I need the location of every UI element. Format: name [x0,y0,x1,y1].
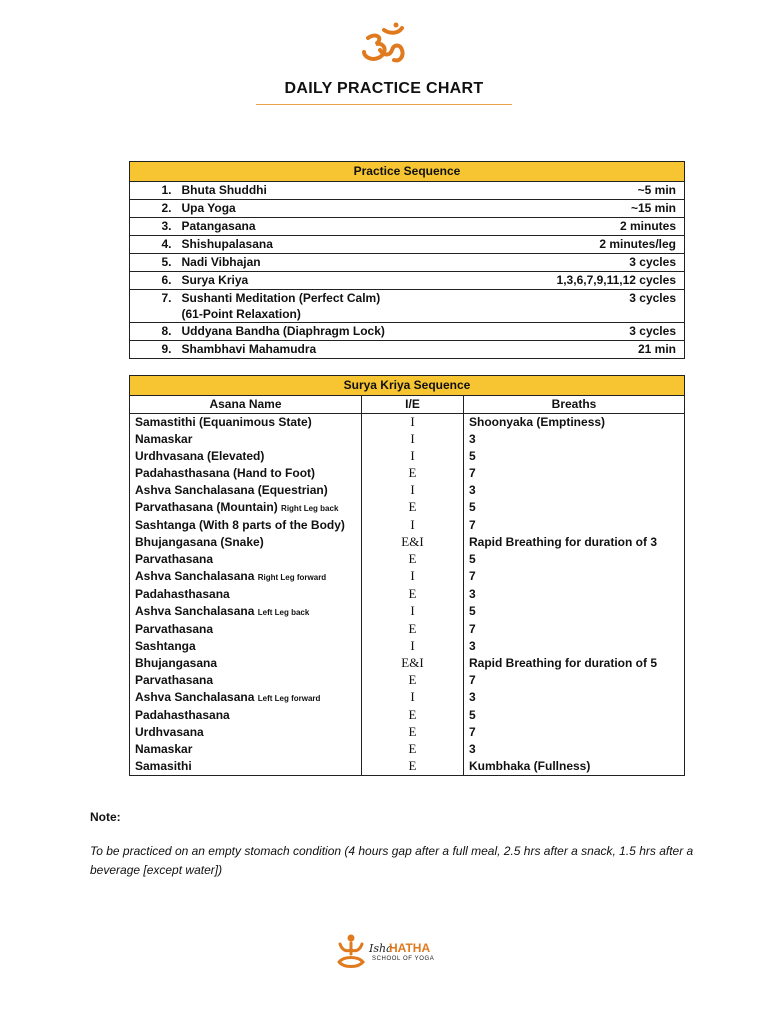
asana-cell [130,448,362,465]
practice-name-line: (61-Point Relaxation) [181,307,301,321]
surya-row [130,431,685,448]
ie-cell: I [362,431,464,448]
asana-cell [130,534,362,551]
surya-row [130,724,685,741]
asana-name: Samasithi [135,759,192,773]
asana-name: Bhujangasana [135,656,218,670]
ie-cell: E&I [362,534,464,551]
asana-name: Ashva Sanchalasana (Equestrian) [135,483,328,497]
ie-cell: E [362,724,464,741]
ie-cell: I [362,414,464,432]
practice-number: 5. [130,254,176,272]
practice-name-line: Nadi Vibhajan [181,255,261,269]
practice-duration: ~5 min [456,182,685,200]
asana-name: Parvathasana [135,673,214,687]
asana-name: Parvathasana [135,552,214,566]
ie-cell: E&I [362,655,464,672]
breaths-cell: 5 [464,551,685,568]
breaths-cell: Shoonyaka (Emptiness) [464,414,685,432]
leg-note: Right Leg forward [257,573,327,582]
practice-duration: 1,3,6,7,9,11,12 cycles [456,272,685,290]
practice-name-line: Patangasana [181,219,256,233]
note-text: To be practiced on an empty stomach condition (4 hours gap after a full meal, 2.5 hrs after a snack, 1.5 hrs after a beverage [except water]) [90,844,694,877]
practice-duration: 3 cycles [456,254,685,272]
breaths-cell: 5 [464,603,685,621]
practice-number: 6. [130,272,176,290]
breaths-cell: 7 [464,568,685,586]
practice-name [176,200,456,218]
ie-cell: E [362,551,464,568]
practice-sequence-heading: Practice Sequence [130,162,685,182]
asana-cell [130,517,362,534]
breaths-cell: 3 [464,689,685,707]
asana-cell [130,568,362,586]
asana-name: Sashtanga [135,639,196,653]
practice-number: 7. [130,290,176,323]
asana-cell [130,672,362,689]
surya-kriya-table [129,375,685,776]
practice-row [130,218,685,236]
asana-cell [130,465,362,482]
practice-name-line: Shambhavi Mahamudra [181,342,317,356]
practice-name [176,341,456,359]
ie-cell: E [362,586,464,603]
practice-number: 1. [130,182,176,200]
practice-name [176,254,456,272]
asana-cell [130,431,362,448]
surya-row [130,568,685,586]
leg-note: Left Leg back [257,608,310,617]
asana-name: Padahasthasana [135,708,230,722]
practice-row [130,200,685,218]
breaths-cell: 3 [464,586,685,603]
asana-name: Urdhvasana (Elevated) [135,449,265,463]
ie-cell: I [362,482,464,499]
practice-number: 2. [130,200,176,218]
asana-name: Namaskar [135,742,193,756]
practice-name [176,272,456,290]
practice-name-line: Sushanti Meditation (Perfect Calm) [181,291,381,305]
asana-cell [130,482,362,499]
surya-row [130,689,685,707]
title-underline [256,104,512,105]
logo-school-text: SCHOOL OF YOGA [372,956,435,962]
asana-cell [130,741,362,758]
practice-name [176,323,456,341]
practice-duration: 2 minutes/leg [456,236,685,254]
breaths-cell: Rapid Breathing for duration of 3 [464,534,685,551]
practice-duration: 3 cycles [456,290,685,323]
surya-row [130,638,685,655]
ie-cell: I [362,638,464,655]
breaths-cell: Kumbhaka (Fullness) [464,758,685,776]
asana-cell [130,689,362,707]
surya-row [130,414,685,432]
ie-cell: E [362,758,464,776]
practice-row [130,272,685,290]
surya-row [130,603,685,621]
asana-cell [130,621,362,638]
ie-cell: E [362,672,464,689]
ie-cell: I [362,689,464,707]
practice-duration: 3 cycles [456,323,685,341]
asana-name: Ashva Sanchalasana [135,569,255,583]
practice-row [130,323,685,341]
column-header-asana: Asana Name [130,396,362,414]
practice-sequence-table [129,161,685,359]
ie-cell: I [362,448,464,465]
asana-cell [130,551,362,568]
surya-row [130,672,685,689]
practice-duration: 2 minutes [456,218,685,236]
logo-hatha-text: HATHA [389,941,431,955]
practice-name-line: Surya Kriya [181,273,249,287]
surya-row [130,482,685,499]
asana-cell [130,586,362,603]
practice-duration: ~15 min [456,200,685,218]
breaths-cell: 7 [464,517,685,534]
ie-cell: E [362,499,464,517]
asana-cell [130,499,362,517]
asana-name: Namaskar [135,432,193,446]
practice-name [176,182,456,200]
breaths-cell: 3 [464,431,685,448]
asana-cell [130,655,362,672]
practice-name-line: Upa Yoga [181,201,236,215]
practice-row [130,254,685,272]
asana-cell [130,638,362,655]
surya-row [130,621,685,638]
breaths-cell: Rapid Breathing for duration of 5 [464,655,685,672]
breaths-cell: 5 [464,499,685,517]
asana-name: Parvathasana (Mountain) [135,500,278,514]
practice-name [176,218,456,236]
breaths-cell: 3 [464,741,685,758]
practice-number: 8. [130,323,176,341]
surya-row [130,586,685,603]
om-symbol-icon [354,22,414,66]
column-header-ie: I/E [362,396,464,414]
asana-name: Padahasthasana [135,587,230,601]
asana-name: Urdhvasana [135,725,204,739]
practice-name-line: Uddyana Bandha (Diaphragm Lock) [181,324,385,338]
logo-isha-text: Isha [369,942,393,955]
ie-cell: E [362,707,464,724]
surya-row [130,499,685,517]
asana-name: Samastithi (Equanimous State) [135,415,312,429]
asana-name: Ashva Sanchalasana [135,690,255,704]
ie-cell: E [362,741,464,758]
surya-row [130,465,685,482]
ie-cell: I [362,517,464,534]
asana-name: Bhujangasana (Snake) [135,535,264,549]
surya-row [130,551,685,568]
breaths-cell: 5 [464,707,685,724]
asana-cell [130,603,362,621]
surya-row [130,741,685,758]
practice-name [176,236,456,254]
ie-cell: I [362,568,464,586]
breaths-cell: 3 [464,638,685,655]
page-title: DAILY PRACTICE CHART [284,80,484,97]
breaths-cell: 7 [464,465,685,482]
breaths-cell: 7 [464,621,685,638]
asana-cell [130,758,362,776]
practice-number: 4. [130,236,176,254]
asana-cell [130,724,362,741]
practice-row [130,236,685,254]
isha-hatha-logo [334,932,444,972]
surya-row [130,448,685,465]
breaths-cell: 3 [464,482,685,499]
breaths-cell: 5 [464,448,685,465]
asana-name: Parvathasana [135,622,214,636]
asana-cell [130,414,362,432]
leg-note: Right Leg back [281,504,339,513]
asana-name: Sashtanga (With 8 parts of the Body) [135,518,345,532]
breaths-cell: 7 [464,672,685,689]
practice-name-line: Bhuta Shuddhi [181,183,267,197]
surya-row [130,655,685,672]
asana-cell [130,707,362,724]
surya-row [130,534,685,551]
breaths-cell: 7 [464,724,685,741]
practice-name-line: Shishupalasana [181,237,273,251]
surya-row [130,517,685,534]
yogi-figure-icon [334,932,368,972]
practice-row [130,290,685,323]
practice-number: 9. [130,341,176,359]
asana-name: Ashva Sanchalasana [135,604,255,618]
practice-name [176,290,456,323]
practice-row [130,182,685,200]
practice-row [130,341,685,359]
ie-cell: E [362,465,464,482]
surya-row [130,707,685,724]
practice-duration: 21 min [456,341,685,359]
ie-cell: I [362,603,464,621]
note-label: Note: [90,810,121,824]
leg-note: Left Leg forward [257,694,321,703]
column-header-breaths: Breaths [464,396,685,414]
surya-kriya-heading: Surya Kriya Sequence [130,376,685,396]
ie-cell: E [362,621,464,638]
asana-name: Padahasthasana (Hand to Foot) [135,466,316,480]
surya-row [130,758,685,776]
practice-number: 3. [130,218,176,236]
